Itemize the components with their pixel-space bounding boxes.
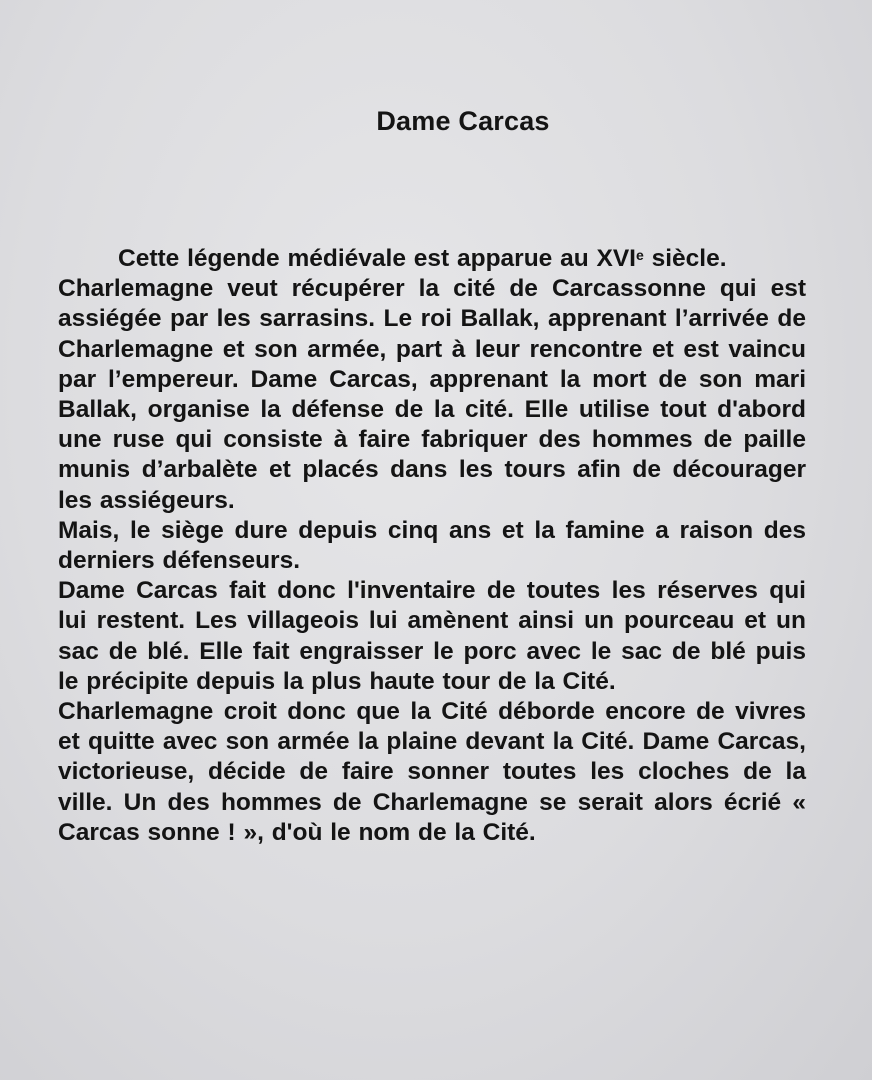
- paragraph-2: Mais, le siège dure depuis cinq ans et la famine a raison des derniers défenseurs.: [58, 516, 806, 575]
- intro-text: Cette légende médiévale est apparue au XVI: [118, 245, 636, 272]
- document-title: Dame Carcas: [376, 106, 550, 136]
- paragraph-3: Dame Carcas fait donc l'inventaire de toutes les réserves qui lui restent. Les villageois lui amènent ainsi un pourceau et un sac de blé. Elle fait engraisser le porc avec le sac de blé puis le précipite depuis la plus haute tour de la Cité.: [58, 577, 806, 695]
- paragraph-1: Charlemagne veut récupérer la cité de Carcassonne qui est assiégée par les sarrasins. Le roi Ballak, apprenant l’arrivée de Charlemagne et son armée, part à leur rencontre et est vaincu par l’empereur. Dame Carcas, apprenant la mort de son mari Ballak, organise la défense de la cité. Elle utilise tout d'abord une ruse qui consiste à faire fabriquer des hommes de paille munis d’arbalète et placés dans les tours afin de décourager les assiégeurs.: [58, 275, 806, 514]
- intro-text-end: siècle.: [643, 245, 727, 272]
- century-superscript: e: [635, 247, 644, 263]
- intro-paragraph: [58, 244, 806, 274]
- paragraph-4: Charlemagne croit donc que la Cité déborde encore de vivres et quitte avec son armée la plaine devant la Cité. Dame Carcas, victorieuse, décide de faire sonner toutes les cloches de la ville. Un des hommes de Charlemagne se serait alors écrié « Carcas sonne ! », d'où le nom de la Cité.: [58, 698, 806, 846]
- document-body: [58, 244, 806, 848]
